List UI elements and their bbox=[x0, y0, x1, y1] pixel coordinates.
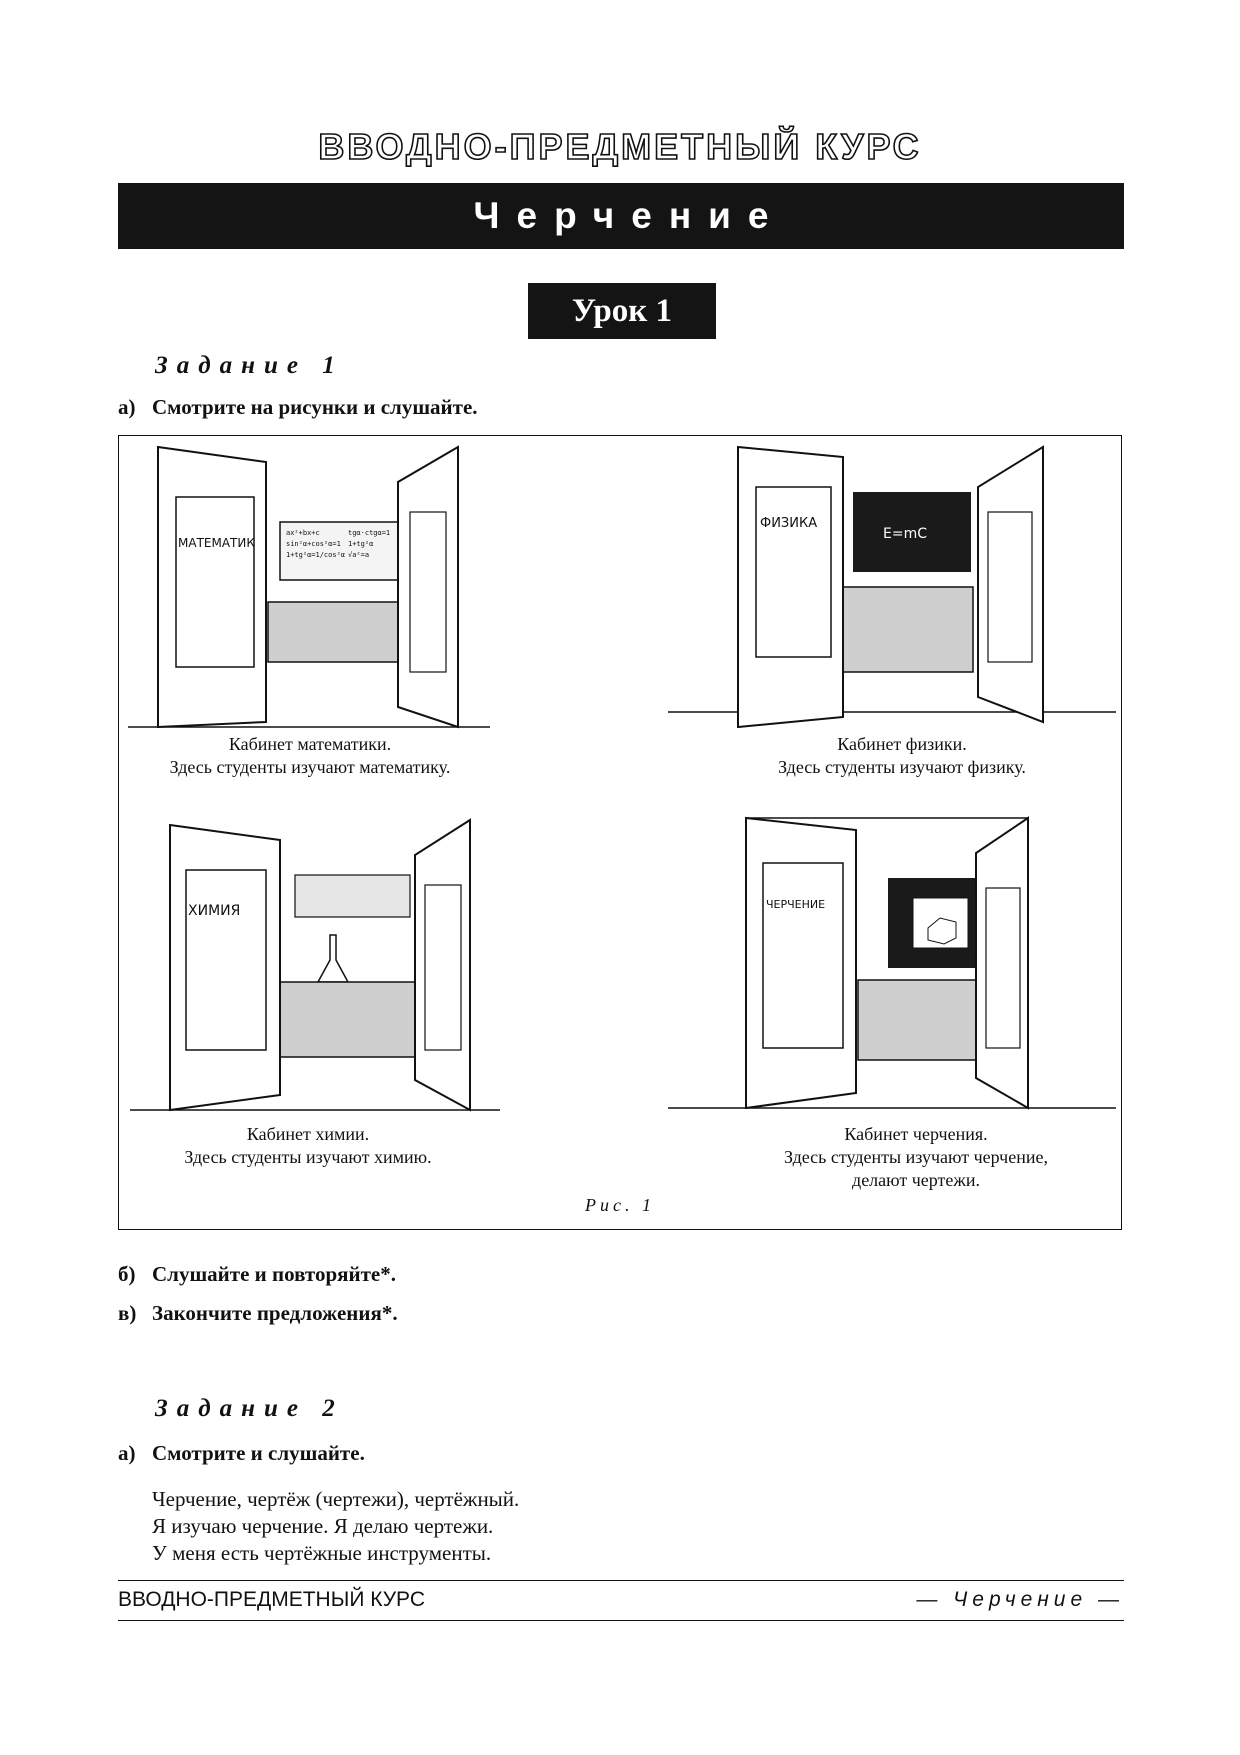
chemistry-caption bbox=[98, 1123, 518, 1169]
drafting-right-door-panel bbox=[986, 888, 1020, 1048]
physics-caption bbox=[692, 733, 1112, 779]
caption-line: Здесь студенты изучают математику. bbox=[169, 757, 451, 777]
instruction-text: Закончите предложения*. bbox=[152, 1301, 398, 1325]
math-door-sign: МАТЕМАТИК bbox=[178, 536, 255, 550]
task1-instruction-a bbox=[118, 395, 478, 420]
chemistry-desk bbox=[280, 982, 420, 1057]
footer-top-rule bbox=[118, 1580, 1124, 1581]
caption-line: Кабинет химии. bbox=[246, 1124, 370, 1144]
caption-line: Кабинет математики. bbox=[228, 734, 392, 754]
task1-instruction-c bbox=[118, 1301, 398, 1326]
footer-subject: — Черчение — bbox=[916, 1588, 1124, 1611]
figure-label: Рис. 1 bbox=[585, 1195, 655, 1215]
svg-text:1+tg²α: 1+tg²α bbox=[348, 540, 374, 548]
caption-line: Здесь студенты изучают химию. bbox=[184, 1147, 432, 1167]
math-door-panel bbox=[176, 497, 254, 667]
task1-heading: Задание 1 bbox=[155, 352, 344, 379]
chemistry-door-sign: ХИМИЯ bbox=[188, 903, 241, 919]
task2-heading: Задание 2 bbox=[155, 1395, 344, 1422]
task1-instruction-b bbox=[118, 1262, 396, 1287]
instruction-marker: а) bbox=[118, 1441, 136, 1465]
instruction-text: Слушайте и повторяйте*. bbox=[152, 1262, 396, 1286]
physics-door-sign: ФИЗИКА bbox=[760, 516, 818, 531]
subject-banner bbox=[118, 183, 1124, 249]
math-right-door-panel bbox=[410, 512, 446, 672]
svg-text:tgα·ctgα=1: tgα·ctgα=1 bbox=[348, 529, 391, 537]
caption-line: Кабинет черчения. bbox=[844, 1124, 988, 1144]
physics-board-text: E=mC bbox=[883, 526, 927, 542]
instruction-marker: в) bbox=[118, 1301, 137, 1325]
drafting-room-illustration bbox=[668, 808, 1116, 1118]
math-caption bbox=[100, 733, 520, 779]
drafting-caption bbox=[706, 1123, 1126, 1192]
instruction-text: Смотрите на рисунки и слушайте. bbox=[152, 395, 478, 419]
svg-text:√a²=a: √a²=a bbox=[348, 551, 370, 559]
example-line: Я изучаю черчение. Я делаю чертежи. bbox=[152, 1514, 494, 1538]
chemistry-flask bbox=[318, 935, 348, 982]
chemistry-right-door-panel bbox=[425, 885, 461, 1050]
drafting-door-panel bbox=[763, 863, 843, 1048]
chemistry-door-panel bbox=[186, 870, 266, 1050]
chemistry-room-illustration bbox=[130, 810, 500, 1120]
drafting-sheet bbox=[913, 898, 968, 948]
course-title: ВВОДНО-ПРЕДМЕТНЫЙ КУРС bbox=[318, 126, 922, 167]
caption-line: Кабинет физики. bbox=[837, 734, 967, 754]
footer-bottom-rule bbox=[118, 1620, 1124, 1621]
physics-room-illustration bbox=[668, 442, 1116, 732]
math-desk bbox=[268, 602, 403, 662]
lesson-badge: Урок 1 bbox=[528, 283, 716, 339]
drafting-door-sign: ЧЕРЧЕНИЕ bbox=[766, 898, 826, 911]
caption-line: делают чертежи. bbox=[852, 1170, 980, 1190]
subject-title: Черчение bbox=[473, 195, 786, 236]
example-line: Черчение, чертёж (чертежи), чертёжный. bbox=[152, 1487, 520, 1511]
instruction-marker: а) bbox=[118, 395, 136, 419]
footer-course: ВВОДНО-ПРЕДМЕТНЫЙ КУРС bbox=[118, 1588, 425, 1611]
caption-line: Здесь студенты изучают черчение, bbox=[784, 1147, 1048, 1167]
example-line: У меня есть чертёжные инструменты. bbox=[152, 1541, 492, 1565]
instruction-marker: б) bbox=[118, 1262, 136, 1286]
instruction-text: Смотрите и слушайте. bbox=[152, 1441, 365, 1465]
caption-line: Здесь студенты изучают физику. bbox=[778, 757, 1026, 777]
physics-right-door-panel bbox=[988, 512, 1032, 662]
math-room-illustration bbox=[128, 442, 490, 732]
svg-text:sin²α+cos²α=1: sin²α+cos²α=1 bbox=[286, 540, 341, 548]
physics-desk bbox=[843, 587, 973, 672]
chemistry-periodic-table bbox=[295, 875, 410, 917]
task2-example-lines bbox=[152, 1486, 519, 1567]
task2-instruction-a bbox=[118, 1441, 365, 1466]
svg-text:1+tg²α=1/cos²α: 1+tg²α=1/cos²α bbox=[286, 551, 346, 559]
svg-text:ax²+bx+c: ax²+bx+c bbox=[286, 529, 320, 537]
physics-door-panel bbox=[756, 487, 831, 657]
